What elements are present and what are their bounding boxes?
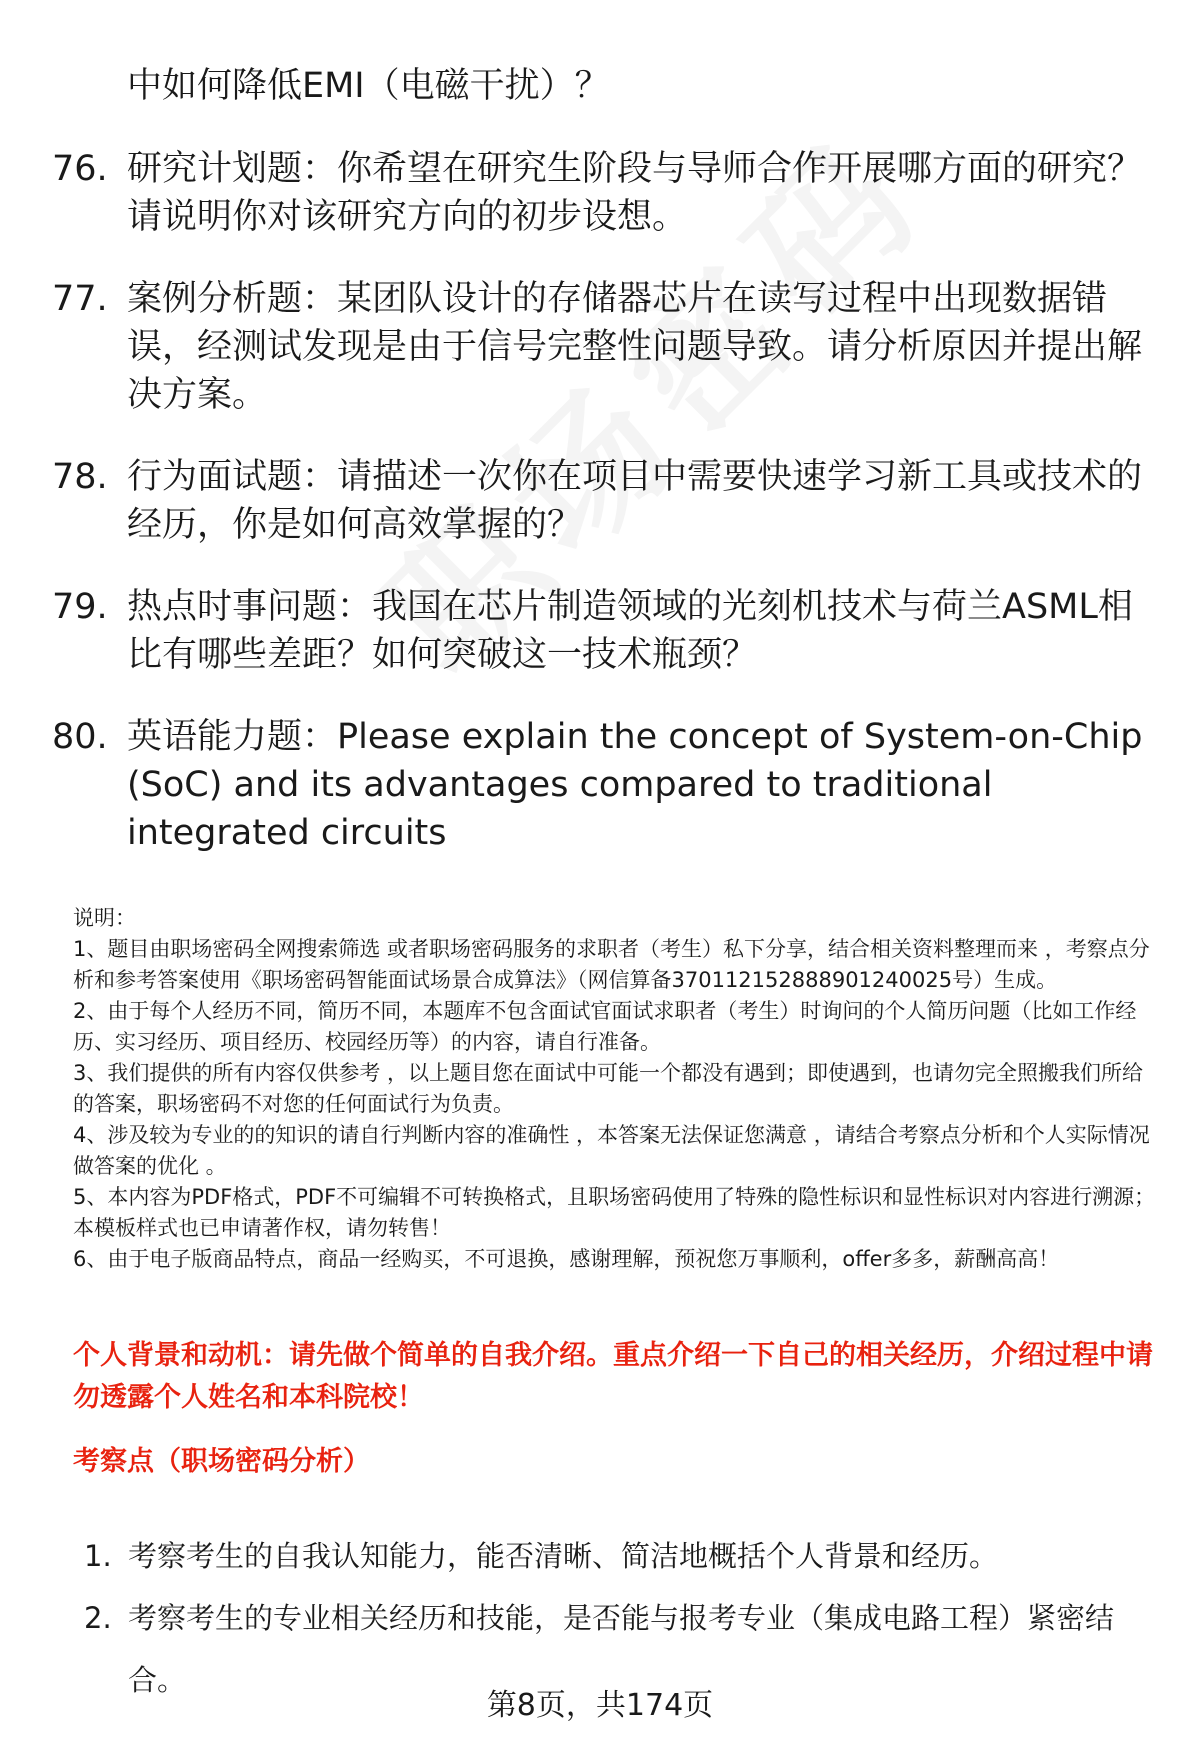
note-item: 2、由于每个人经历不同，简历不同，本题库不包含面试官面试求职者（考生）时询问的个人简历问题（比如工作经历、实习经历、项目经历、校园经历等）的内容，请自行准备。: [73, 999, 1137, 1054]
note-item: 5、本内容为PDF格式，PDF不可编辑不可转换格式，且职场密码使用了特殊的隐性标识和显性标识对内容进行溯源；本模板样式也已申请著作权，请勿转售！: [73, 1185, 1156, 1240]
note-item: 1、题目由职场密码全网搜索筛选 或者职场密码服务的求职者（考生）私下分享，结合相关资料整理而来 ，考察点分析和参考答案使用《职场密码智能面试场景合成算法》（网信算备370112152888901240025号）生成。: [73, 937, 1150, 992]
question-text: 研究计划题：你希望在研究生阶段与导师合作开展哪方面的研究？请说明你对该研究方向的初步设想。: [127, 149, 1143, 237]
question-list: [52, 145, 1152, 891]
question-item: [52, 713, 1157, 857]
note-item: 3、我们提供的所有内容仅供参考 ，以上题目您在面试中可能一个都没有遇到；即使遇到，也请勿完全照搬我们所给的答案，职场密码不对您的任何面试行为负责。: [73, 1061, 1144, 1116]
question-text: 案例分析题：某团队设计的存储器芯片在读写过程中出现数据错误，经测试发现是由于信号完整性问题导致。请分析原因并提出解决方案。: [127, 279, 1143, 415]
question-continuation: 中如何降低EMI（电磁干扰）？: [127, 66, 610, 106]
analysis-point: [84, 1525, 1164, 1587]
question-item: [52, 453, 1157, 549]
highlighted-question: 个人背景和动机：请先做个简单的自我介绍。重点介绍一下自己的相关经历，介绍过程中请勿透露个人姓名和本科院校！: [73, 1340, 1153, 1413]
page-footer: 第8页，共174页: [486, 1688, 714, 1723]
note-item: 6、由于电子版商品特点，商品一经购买，不可退换，感谢理解，预祝您万事顺利，offer多多，薪酬高高！: [73, 1247, 1060, 1271]
question-number: 79.: [52, 587, 108, 627]
question-item: [52, 275, 1157, 419]
point-text: 考察考生的专业相关经历和技能，是否能与报考专业（集成电路工程）紧密结合。: [128, 1601, 1115, 1697]
notes-title: 说明：: [73, 906, 136, 930]
question-item: [52, 145, 1157, 241]
point-number: 2.: [84, 1601, 112, 1635]
question-text: 热点时事问题：我国在芯片制造领域的光刻机技术与荷兰ASML相比有哪些差距？如何突破这一技术瓶颈？: [127, 587, 1133, 675]
question-item: [52, 583, 1157, 679]
point-number: 1.: [84, 1539, 112, 1573]
question-number: 78.: [52, 457, 108, 497]
question-number: 77.: [52, 279, 108, 319]
question-text: 英语能力题：Please explain the concept of System-on-Chip (SoC) and its advantages compared to traditional integrated circuits: [127, 717, 1143, 853]
question-text: 行为面试题：请描述一次你在项目中需要快速学习新工具或技术的经历，你是如何高效掌握的？: [127, 457, 1143, 545]
notes-section: [73, 903, 1158, 1275]
question-number: 80.: [52, 717, 108, 757]
section-heading: 考察点（职场密码分析）: [73, 1446, 370, 1477]
question-number: 76.: [52, 149, 108, 189]
note-item: 4、涉及较为专业的的知识的请自行判断内容的准确性 ，本答案无法保证您满意 ，请结合考察点分析和个人实际情况做答案的优化 。: [73, 1123, 1150, 1178]
point-text: 考察考生的自我认知能力，能否清晰、简洁地概括个人背景和经历。: [128, 1539, 999, 1573]
analysis-points: [84, 1525, 1164, 1711]
